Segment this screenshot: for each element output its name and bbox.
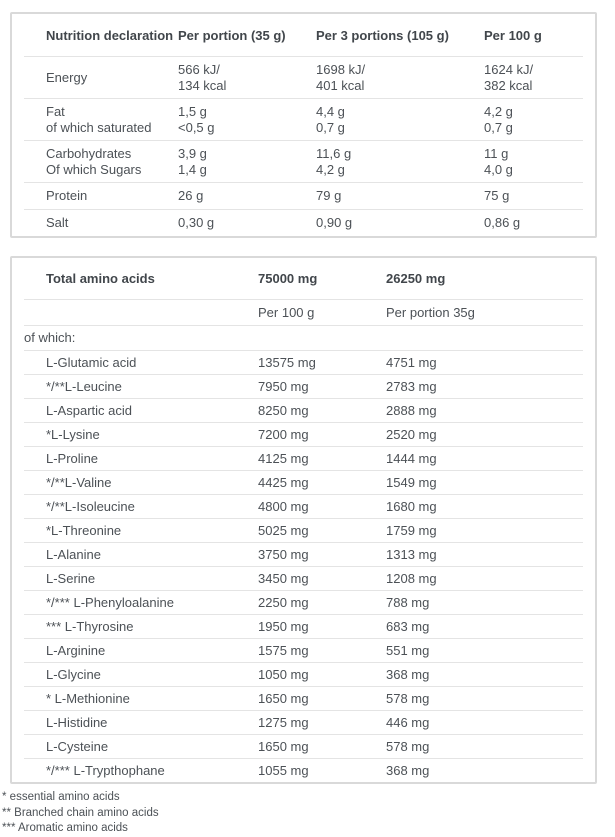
amino-acid-row — [24, 447, 583, 471]
amino-per-portion-value: 578 mg — [386, 739, 430, 754]
amino-acid-name: L-Glutamic acid — [46, 355, 137, 370]
amino-per-100g-value: 1575 mg — [258, 643, 309, 658]
cell-line: <0,5 g — [178, 120, 215, 135]
amino-acid-name: L-Arginine — [46, 643, 106, 658]
amino-per-100g-value: 13575 mg — [258, 355, 316, 370]
amino-acid-row — [24, 663, 583, 687]
amino-acid-row — [24, 615, 583, 639]
footnote: ** Branched chain amino acids — [2, 806, 159, 819]
total-per-100g-value: 75000 mg — [258, 271, 318, 286]
amino-per-portion-value: 446 mg — [386, 715, 430, 730]
cell-line: 4,2 g — [484, 104, 513, 119]
amino-acids-table — [10, 256, 597, 784]
cell-line: 382 kcal — [484, 78, 533, 93]
nutrition-value-per-portion — [178, 188, 316, 204]
cell-line: 401 kcal — [316, 78, 365, 93]
amino-per-portion-value: 1549 mg — [386, 475, 437, 490]
nutrition-value-per-100g — [484, 146, 583, 178]
amino-per-portion-value: 2888 mg — [386, 403, 437, 418]
amino-acid-name: * L-Methionine — [46, 691, 130, 706]
amino-acid-row — [24, 471, 583, 495]
amino-acid-row — [24, 423, 583, 447]
amino-per-100g-value: 1950 mg — [258, 619, 309, 634]
amino-per-100g-value: 3450 mg — [258, 571, 309, 586]
cell-line: 1698 kJ/ — [316, 62, 366, 77]
column-header-nutrition-declaration: Nutrition declaration — [46, 27, 174, 43]
cell-line: 4,2 g — [316, 162, 345, 177]
subheader-per-100g: Per 100 g — [258, 305, 315, 320]
footnote: *** Aromatic amino acids — [2, 822, 128, 834]
amino-table-body — [24, 351, 583, 782]
amino-per-portion-value: 788 mg — [386, 595, 430, 610]
cell-line: 79 g — [316, 188, 342, 203]
cell-line: 4,0 g — [484, 162, 513, 177]
nutrition-row-label — [46, 188, 178, 204]
amino-acid-row — [24, 735, 583, 759]
amino-per-portion-value: 368 mg — [386, 667, 430, 682]
footnote: * essential amino acids — [2, 791, 120, 803]
amino-per-100g-value: 5025 mg — [258, 523, 309, 538]
column-header-per-100g: Per 100 g — [484, 27, 542, 43]
amino-per-100g-value: 1275 mg — [258, 715, 309, 730]
nutrition-value-per-100g — [484, 104, 583, 136]
amino-per-100g-value: 1650 mg — [258, 739, 309, 754]
amino-acid-name: */**L-Leucine — [46, 379, 122, 394]
amino-acid-row — [24, 759, 583, 782]
amino-per-100g-value: 8250 mg — [258, 403, 309, 418]
nutrition-row — [24, 141, 583, 183]
nutrition-value-per-3-portions — [316, 188, 484, 204]
amino-per-portion-value: 683 mg — [386, 619, 430, 634]
cell-line: of which saturated — [46, 120, 152, 135]
cell-line: Protein — [46, 188, 88, 203]
cell-line: Of which Sugars — [46, 162, 142, 177]
amino-per-100g-value: 2250 mg — [258, 595, 309, 610]
amino-per-100g-value: 4425 mg — [258, 475, 309, 490]
nutrition-value-per-portion — [178, 215, 316, 231]
nutrition-value-per-portion — [178, 62, 316, 94]
nutrition-value-per-100g — [484, 188, 583, 204]
amino-per-portion-value: 1208 mg — [386, 571, 437, 586]
cell-line: 11,6 g — [316, 146, 352, 161]
nutrition-value-per-portion — [178, 104, 316, 136]
cell-line: 26 g — [178, 188, 204, 203]
amino-acid-name: L-Serine — [46, 571, 96, 586]
amino-acid-name: L-Cysteine — [46, 739, 109, 754]
cell-line: 1,5 g — [178, 104, 207, 119]
amino-acid-name: *** L-Thyrosine — [46, 619, 134, 634]
amino-acid-row — [24, 399, 583, 423]
amino-acid-name: L-Aspartic acid — [46, 403, 132, 418]
amino-acid-row — [24, 687, 583, 711]
amino-per-portion-value: 2520 mg — [386, 427, 437, 442]
column-header-per-portion: Per portion (35 g) — [178, 27, 286, 43]
cell-line: 4,4 g — [316, 104, 345, 119]
nutrition-row — [24, 210, 583, 236]
amino-per-portion-value: 1444 mg — [386, 451, 437, 466]
nutrition-row-label — [46, 146, 178, 178]
amino-per-100g-value: 1055 mg — [258, 763, 309, 778]
cell-line: 1624 kJ/ — [484, 62, 534, 77]
cell-line: Energy — [46, 70, 88, 85]
cell-line: 11 g — [484, 146, 509, 161]
amino-acid-name: L-Glycine — [46, 667, 101, 682]
amino-per-100g-value: 4125 mg — [258, 451, 309, 466]
nutrition-value-per-portion — [178, 146, 316, 178]
cell-line: Carbohydrates — [46, 146, 132, 161]
nutrition-row-label — [46, 70, 178, 86]
amino-acid-row — [24, 495, 583, 519]
amino-per-100g-value: 4800 mg — [258, 499, 309, 514]
cell-line: 134 kcal — [178, 78, 227, 93]
nutrition-row-label — [46, 215, 178, 231]
amino-per-100g-value: 1650 mg — [258, 691, 309, 706]
nutrition-value-per-3-portions — [316, 104, 484, 136]
cell-line: Salt — [46, 215, 69, 230]
nutrition-table-body — [24, 57, 583, 236]
amino-group-label-row — [24, 326, 583, 351]
amino-per-portion-value: 2783 mg — [386, 379, 437, 394]
amino-per-portion-value: 368 mg — [386, 763, 430, 778]
amino-acid-name: *L-Threonine — [46, 523, 122, 538]
nutrition-value-per-3-portions — [316, 215, 484, 231]
cell-line: 0,7 g — [316, 120, 345, 135]
amino-per-portion-value: 1680 mg — [386, 499, 437, 514]
amino-per-100g-value: 3750 mg — [258, 547, 309, 562]
amino-acid-name: *L-Lysine — [46, 427, 100, 442]
amino-per-100g-value: 7950 mg — [258, 379, 309, 394]
cell-line: 1,4 g — [178, 162, 207, 177]
amino-acid-row — [24, 591, 583, 615]
amino-acid-name: */*** L-Phenyloalanine — [46, 595, 174, 610]
subheader-per-portion: Per portion 35g — [386, 305, 475, 320]
nutrition-declaration-table — [10, 12, 597, 238]
nutrition-row — [24, 57, 583, 99]
amino-table-header-row — [24, 258, 583, 300]
amino-per-100g-value: 7200 mg — [258, 427, 309, 442]
cell-line: Fat — [46, 104, 65, 119]
amino-acid-row — [24, 375, 583, 399]
cell-line: 75 g — [484, 188, 510, 203]
nutrition-row — [24, 99, 583, 141]
total-per-portion-value: 26250 mg — [386, 271, 446, 286]
amino-per-100g-value: 1050 mg — [258, 667, 309, 682]
amino-per-portion-value: 551 mg — [386, 643, 430, 658]
cell-line: 3,9 g — [178, 146, 207, 161]
nutrition-table-header-row — [24, 14, 583, 57]
amino-acid-name: L-Histidine — [46, 715, 108, 730]
cell-line: 0,90 g — [316, 215, 353, 230]
amino-acid-row — [24, 711, 583, 735]
amino-acid-row — [24, 519, 583, 543]
amino-acid-row — [24, 351, 583, 375]
amino-table-subheader-row — [24, 300, 583, 326]
cell-line: 0,30 g — [178, 215, 215, 230]
amino-acid-name: */*** L-Trypthophane — [46, 763, 165, 778]
nutrition-value-per-3-portions — [316, 146, 484, 178]
amino-acid-name: */**L-Valine — [46, 475, 112, 490]
nutrition-value-per-3-portions — [316, 62, 484, 94]
amino-acid-name: L-Proline — [46, 451, 99, 466]
cell-line: 0,86 g — [484, 215, 521, 230]
amino-acid-name: L-Alanine — [46, 547, 101, 562]
cell-line: 566 kJ/ — [178, 62, 220, 77]
nutrition-value-per-100g — [484, 215, 583, 231]
amino-per-portion-value: 4751 mg — [386, 355, 437, 370]
cell-line: 0,7 g — [484, 120, 513, 135]
column-header-per-3-portions: Per 3 portions (105 g) — [316, 27, 449, 43]
total-amino-acids-label: Total amino acids — [46, 271, 155, 286]
amino-acid-row — [24, 543, 583, 567]
nutrition-value-per-100g — [484, 62, 583, 94]
amino-acid-name: */**L-Isoleucine — [46, 499, 135, 514]
amino-per-portion-value: 1313 mg — [386, 547, 437, 562]
amino-per-portion-value: 578 mg — [386, 691, 430, 706]
footnotes — [2, 790, 606, 837]
of-which-label: of which: — [24, 330, 76, 345]
nutrition-row — [24, 183, 583, 210]
nutrition-row-label — [46, 104, 178, 136]
amino-acid-row — [24, 639, 583, 663]
amino-acid-row — [24, 567, 583, 591]
amino-per-portion-value: 1759 mg — [386, 523, 437, 538]
